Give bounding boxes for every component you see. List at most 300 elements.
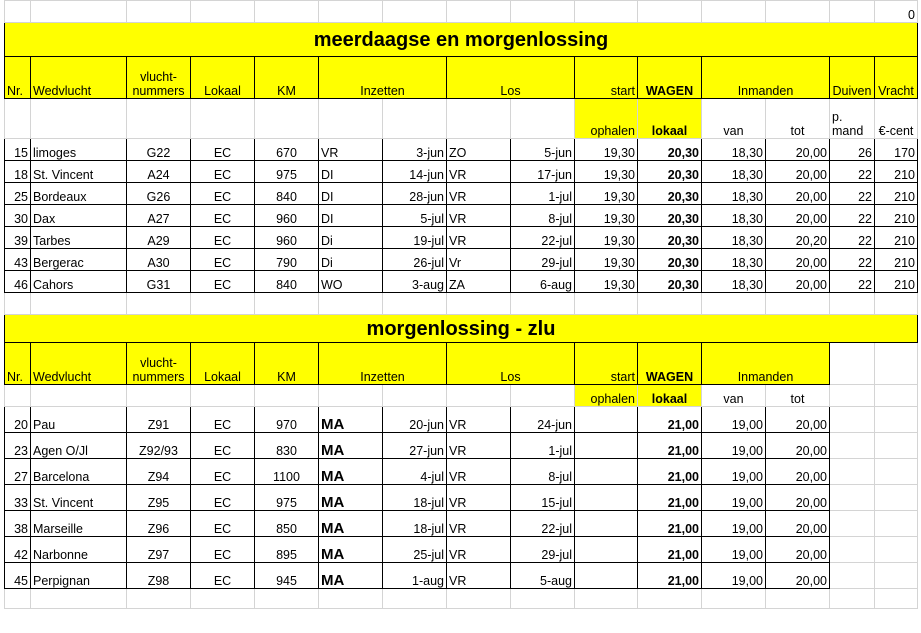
empty-cell[interactable] <box>5 385 31 407</box>
empty-cell[interactable] <box>127 1 191 23</box>
cell-los-dag[interactable]: VR <box>447 563 511 589</box>
cell-wagen[interactable]: 20,30 <box>638 227 702 249</box>
empty-cell[interactable] <box>766 293 830 315</box>
empty-cell[interactable] <box>575 589 638 609</box>
cell-tot[interactable]: 20,00 <box>766 433 830 459</box>
cell-vlucht[interactable]: Z94 <box>127 459 191 485</box>
cell-wedvlucht[interactable]: Dax <box>31 205 127 227</box>
cell-los-datum[interactable]: 29-jul <box>511 537 575 563</box>
header-duiven[interactable]: Duiven <box>830 57 875 99</box>
cell-km[interactable]: 960 <box>255 205 319 227</box>
cell-van[interactable]: 18,30 <box>702 205 766 227</box>
cell-lokaal[interactable]: EC <box>191 227 255 249</box>
cell-los-dag[interactable]: ZO <box>447 139 511 161</box>
subheader-ophalen[interactable]: ophalen <box>575 385 638 407</box>
cell-inzet-dag[interactable]: MA <box>319 433 383 459</box>
cell-duiven[interactable]: 22 <box>830 205 875 227</box>
cell-los-dag[interactable]: VR <box>447 511 511 537</box>
cell-van[interactable]: 19,00 <box>702 511 766 537</box>
empty-cell[interactable] <box>255 1 319 23</box>
empty-cell[interactable] <box>447 99 511 139</box>
subheader-lokaal[interactable]: lokaal <box>638 385 702 407</box>
cell-los-datum[interactable]: 1-jul <box>511 183 575 205</box>
cell-inzet-datum[interactable]: 18-jul <box>383 485 447 511</box>
cell-vracht[interactable]: 210 <box>875 227 918 249</box>
cell-los-dag[interactable]: VR <box>447 459 511 485</box>
subheader-cent[interactable]: €-cent <box>875 99 918 139</box>
cell-los-dag[interactable]: ZA <box>447 271 511 293</box>
cell-los-dag[interactable]: VR <box>447 183 511 205</box>
cell-wagen[interactable]: 21,00 <box>638 563 702 589</box>
cell-vlucht[interactable]: Z97 <box>127 537 191 563</box>
empty-cell[interactable] <box>575 433 638 459</box>
cell-inzet-dag[interactable]: MA <box>319 407 383 433</box>
cell-wagen[interactable]: 20,30 <box>638 161 702 183</box>
cell-wedvlucht[interactable]: Cahors <box>31 271 127 293</box>
subheader-tot[interactable]: tot <box>766 385 830 407</box>
cell-tot[interactable]: 20,00 <box>766 537 830 563</box>
empty-cell[interactable] <box>255 99 319 139</box>
cell-lokaal[interactable]: EC <box>191 433 255 459</box>
cell-km[interactable]: 895 <box>255 537 319 563</box>
cell-wagen[interactable]: 21,00 <box>638 459 702 485</box>
cell-tot[interactable]: 20,00 <box>766 183 830 205</box>
cell-wagen[interactable]: 21,00 <box>638 537 702 563</box>
empty-cell[interactable] <box>875 537 918 563</box>
cell-tot[interactable]: 20,20 <box>766 227 830 249</box>
cell-inzet-dag[interactable]: MA <box>319 537 383 563</box>
cell-nr[interactable]: 20 <box>5 407 31 433</box>
empty-cell[interactable] <box>575 511 638 537</box>
cell-inzet-datum[interactable]: 14-jun <box>383 161 447 183</box>
cell-wedvlucht[interactable]: Narbonne <box>31 537 127 563</box>
empty-cell[interactable] <box>191 589 255 609</box>
header-inmanden[interactable]: Inmanden <box>702 343 830 385</box>
empty-cell[interactable] <box>766 1 830 23</box>
cell-km[interactable]: 850 <box>255 511 319 537</box>
cell-nr[interactable]: 15 <box>5 139 31 161</box>
empty-cell[interactable] <box>383 293 447 315</box>
empty-cell[interactable] <box>319 385 383 407</box>
header-inmanden[interactable]: Inmanden <box>702 57 830 99</box>
cell-lokaal[interactable]: EC <box>191 485 255 511</box>
header-km[interactable]: KM <box>255 57 319 99</box>
empty-cell[interactable] <box>511 385 575 407</box>
cell-wagen[interactable]: 21,00 <box>638 485 702 511</box>
cell-los-datum[interactable]: 6-aug <box>511 271 575 293</box>
cell-nr[interactable]: 30 <box>5 205 31 227</box>
header-nr[interactable]: Nr. <box>5 57 31 99</box>
empty-cell[interactable] <box>638 1 702 23</box>
cell-km[interactable]: 970 <box>255 407 319 433</box>
cell-lokaal[interactable]: EC <box>191 139 255 161</box>
cell-tot[interactable]: 20,00 <box>766 161 830 183</box>
empty-cell[interactable] <box>511 1 575 23</box>
cell-wagen[interactable]: 20,30 <box>638 271 702 293</box>
empty-cell[interactable] <box>319 293 383 315</box>
cell-inzet-datum[interactable]: 1-aug <box>383 563 447 589</box>
cell-inzet-datum[interactable]: 4-jul <box>383 459 447 485</box>
cell-inzet-dag[interactable]: VR <box>319 139 383 161</box>
empty-cell[interactable] <box>191 1 255 23</box>
empty-cell[interactable] <box>255 589 319 609</box>
cell-lokaal[interactable]: EC <box>191 459 255 485</box>
cell-duiven[interactable]: 22 <box>830 183 875 205</box>
subheader-van[interactable]: van <box>702 99 766 139</box>
empty-cell[interactable] <box>575 1 638 23</box>
cell-inzet-dag[interactable]: DI <box>319 161 383 183</box>
cell-vlucht[interactable]: Z96 <box>127 511 191 537</box>
cell-km[interactable]: 670 <box>255 139 319 161</box>
cell-start[interactable]: 19,30 <box>575 183 638 205</box>
cell-vracht[interactable]: 210 <box>875 205 918 227</box>
cell-wedvlucht[interactable]: Barcelona <box>31 459 127 485</box>
cell-lokaal[interactable]: EC <box>191 161 255 183</box>
cell-van[interactable]: 18,30 <box>702 161 766 183</box>
cell-inzet-datum[interactable]: 28-jun <box>383 183 447 205</box>
subheader-lokaal[interactable]: lokaal <box>638 99 702 139</box>
empty-cell[interactable] <box>255 293 319 315</box>
subheader-ophalen[interactable]: ophalen <box>575 99 638 139</box>
empty-cell[interactable] <box>127 385 191 407</box>
header-inzetten[interactable]: Inzetten <box>319 57 447 99</box>
empty-cell[interactable] <box>830 511 875 537</box>
cell-inzet-dag[interactable]: DI <box>319 183 383 205</box>
cell-wagen[interactable]: 20,30 <box>638 183 702 205</box>
cell-inzet-dag[interactable]: Di <box>319 227 383 249</box>
cell-km[interactable]: 945 <box>255 563 319 589</box>
empty-cell[interactable] <box>319 1 383 23</box>
cell-vracht[interactable]: 170 <box>875 139 918 161</box>
cell-tot[interactable]: 20,00 <box>766 485 830 511</box>
section-title[interactable]: meerdaagse en morgenlossing <box>5 23 918 57</box>
cell-inzet-datum[interactable]: 27-jun <box>383 433 447 459</box>
cell-inzet-dag[interactable]: DI <box>319 205 383 227</box>
cell-km[interactable]: 830 <box>255 433 319 459</box>
cell-los-dag[interactable]: VR <box>447 433 511 459</box>
cell-km[interactable]: 840 <box>255 271 319 293</box>
cell-start[interactable]: 19,30 <box>575 227 638 249</box>
cell-inzet-datum[interactable]: 18-jul <box>383 511 447 537</box>
cell-wedvlucht[interactable]: Agen O/Jl <box>31 433 127 459</box>
cell-duiven[interactable]: 22 <box>830 161 875 183</box>
header-wagen[interactable]: WAGEN <box>638 57 702 99</box>
empty-cell[interactable] <box>875 293 918 315</box>
cell-wedvlucht[interactable]: Perpignan <box>31 563 127 589</box>
cell-los-dag[interactable]: VR <box>447 485 511 511</box>
cell-lokaal[interactable]: EC <box>191 511 255 537</box>
cell-start[interactable]: 19,30 <box>575 249 638 271</box>
cell-vlucht[interactable]: Z92/93 <box>127 433 191 459</box>
cell-inzet-datum[interactable]: 19-jul <box>383 227 447 249</box>
cell-los-datum[interactable]: 8-jul <box>511 205 575 227</box>
empty-cell[interactable] <box>31 589 127 609</box>
cell-tot[interactable]: 20,00 <box>766 205 830 227</box>
cell-inzet-dag[interactable]: Di <box>319 249 383 271</box>
header-lokaal[interactable]: Lokaal <box>191 343 255 385</box>
cell-inzet-dag[interactable]: MA <box>319 485 383 511</box>
empty-cell[interactable] <box>5 589 31 609</box>
empty-cell[interactable] <box>127 99 191 139</box>
empty-cell[interactable] <box>447 293 511 315</box>
cell-los-dag[interactable]: VR <box>447 227 511 249</box>
header-wedvlucht[interactable]: Wedvlucht <box>31 343 127 385</box>
empty-cell[interactable] <box>191 385 255 407</box>
cell-wagen[interactable]: 20,30 <box>638 139 702 161</box>
empty-cell[interactable] <box>875 407 918 433</box>
cell-inzet-datum[interactable]: 26-jul <box>383 249 447 271</box>
cell-van[interactable]: 19,00 <box>702 433 766 459</box>
empty-cell[interactable] <box>255 385 319 407</box>
cell-duiven[interactable]: 22 <box>830 249 875 271</box>
cell-nr[interactable]: 23 <box>5 433 31 459</box>
cell-wedvlucht[interactable]: Pau <box>31 407 127 433</box>
cell-duiven[interactable]: 22 <box>830 271 875 293</box>
cell-inzet-dag[interactable]: MA <box>319 511 383 537</box>
cell-los-datum[interactable]: 24-jun <box>511 407 575 433</box>
cell-duiven[interactable]: 22 <box>830 227 875 249</box>
empty-cell[interactable] <box>575 293 638 315</box>
cell-nr[interactable]: 25 <box>5 183 31 205</box>
cell-wedvlucht[interactable]: St. Vincent <box>31 485 127 511</box>
empty-cell[interactable] <box>830 537 875 563</box>
cell-nr[interactable]: 39 <box>5 227 31 249</box>
cell-los-dag[interactable]: VR <box>447 161 511 183</box>
cell-los-dag[interactable]: VR <box>447 407 511 433</box>
section-title[interactable]: morgenlossing - zlu <box>5 315 918 343</box>
cell-vlucht[interactable]: Z95 <box>127 485 191 511</box>
empty-cell[interactable] <box>875 433 918 459</box>
cell-los-datum[interactable]: 8-jul <box>511 459 575 485</box>
cell-tot[interactable]: 20,00 <box>766 563 830 589</box>
cell-tot[interactable]: 20,00 <box>766 511 830 537</box>
cell-vracht[interactable]: 210 <box>875 249 918 271</box>
cell-wagen[interactable]: 20,30 <box>638 249 702 271</box>
empty-cell[interactable] <box>191 99 255 139</box>
cell-wedvlucht[interactable]: St. Vincent <box>31 161 127 183</box>
cell-los-datum[interactable]: 5-aug <box>511 563 575 589</box>
empty-cell[interactable] <box>575 485 638 511</box>
cell-nr[interactable]: 33 <box>5 485 31 511</box>
cell-van[interactable]: 18,30 <box>702 139 766 161</box>
cell-los-dag[interactable]: Vr <box>447 249 511 271</box>
cell-start[interactable]: 19,30 <box>575 161 638 183</box>
cell-nr[interactable]: 43 <box>5 249 31 271</box>
empty-cell[interactable] <box>638 589 702 609</box>
subheader-van[interactable]: van <box>702 385 766 407</box>
cell-van[interactable]: 19,00 <box>702 563 766 589</box>
empty-cell[interactable] <box>127 293 191 315</box>
cell-van[interactable]: 19,00 <box>702 407 766 433</box>
empty-cell[interactable] <box>830 1 875 23</box>
subheader-p-mand[interactable] <box>830 99 875 139</box>
cell-wedvlucht[interactable]: Bergerac <box>31 249 127 271</box>
header-vracht[interactable]: Vracht <box>875 57 918 99</box>
cell-km[interactable]: 975 <box>255 485 319 511</box>
empty-cell[interactable] <box>5 99 31 139</box>
empty-cell[interactable] <box>830 293 875 315</box>
cell-los-datum[interactable]: 15-jul <box>511 485 575 511</box>
empty-cell[interactable] <box>319 99 383 139</box>
cell-van[interactable]: 18,30 <box>702 271 766 293</box>
cell-nr[interactable]: 27 <box>5 459 31 485</box>
empty-cell[interactable] <box>319 589 383 609</box>
empty-cell[interactable] <box>127 589 191 609</box>
cell-wagen[interactable]: 21,00 <box>638 407 702 433</box>
cell-vlucht[interactable]: G26 <box>127 183 191 205</box>
cell-inzet-datum[interactable]: 5-jul <box>383 205 447 227</box>
cell-inzet-datum[interactable]: 3-aug <box>383 271 447 293</box>
cell-vlucht[interactable]: Z98 <box>127 563 191 589</box>
cell-vlucht[interactable]: A30 <box>127 249 191 271</box>
empty-cell[interactable] <box>575 459 638 485</box>
cell-los-datum[interactable]: 22-jul <box>511 511 575 537</box>
cell-wedvlucht[interactable]: Bordeaux <box>31 183 127 205</box>
empty-cell[interactable] <box>830 433 875 459</box>
empty-cell[interactable] <box>511 99 575 139</box>
empty-cell[interactable] <box>830 407 875 433</box>
cell-vracht[interactable]: 210 <box>875 271 918 293</box>
empty-cell[interactable] <box>447 589 511 609</box>
subheader-tot[interactable]: tot <box>766 99 830 139</box>
cell-start[interactable]: 19,30 <box>575 139 638 161</box>
cell-nr[interactable]: 18 <box>5 161 31 183</box>
cell-inzet-dag[interactable]: MA <box>319 459 383 485</box>
header-wagen[interactable]: WAGEN <box>638 343 702 385</box>
empty-cell[interactable] <box>383 1 447 23</box>
cell-km[interactable]: 960 <box>255 227 319 249</box>
empty-cell[interactable] <box>875 563 918 589</box>
cell-inzet-datum[interactable]: 3-jun <box>383 139 447 161</box>
cell-los-datum[interactable]: 17-jun <box>511 161 575 183</box>
empty-cell[interactable] <box>830 385 875 407</box>
cell-lokaal[interactable]: EC <box>191 271 255 293</box>
empty-cell[interactable] <box>702 1 766 23</box>
header-los[interactable]: Los <box>447 343 575 385</box>
empty-cell[interactable] <box>31 385 127 407</box>
empty-cell[interactable] <box>511 293 575 315</box>
cell-tot[interactable]: 20,00 <box>766 139 830 161</box>
empty-cell[interactable] <box>575 563 638 589</box>
cell-wedvlucht[interactable]: Marseille <box>31 511 127 537</box>
empty-cell[interactable] <box>875 589 918 609</box>
cell-lokaal[interactable]: EC <box>191 183 255 205</box>
cell-nr[interactable]: 46 <box>5 271 31 293</box>
empty-cell[interactable] <box>575 407 638 433</box>
header-lokaal[interactable]: Lokaal <box>191 57 255 99</box>
cell-los-datum[interactable]: 1-jul <box>511 433 575 459</box>
header-nr[interactable]: Nr. <box>5 343 31 385</box>
cell-los-datum[interactable]: 22-jul <box>511 227 575 249</box>
empty-cell[interactable] <box>383 99 447 139</box>
empty-cell[interactable] <box>638 293 702 315</box>
cell-van[interactable]: 18,30 <box>702 249 766 271</box>
cell-lokaal[interactable]: EC <box>191 537 255 563</box>
cell-lokaal[interactable]: EC <box>191 249 255 271</box>
header-inzetten[interactable]: Inzetten <box>319 343 447 385</box>
header-start[interactable]: start <box>575 57 638 99</box>
empty-cell[interactable] <box>31 293 127 315</box>
empty-cell[interactable] <box>766 589 830 609</box>
empty-cell[interactable] <box>875 485 918 511</box>
cell-tot[interactable]: 20,00 <box>766 271 830 293</box>
cell-wedvlucht[interactable]: limoges <box>31 139 127 161</box>
cell-nr[interactable]: 45 <box>5 563 31 589</box>
cell-los-dag[interactable]: VR <box>447 537 511 563</box>
cell-start[interactable]: 19,30 <box>575 271 638 293</box>
header-km[interactable]: KM <box>255 343 319 385</box>
cell-los-datum[interactable]: 29-jul <box>511 249 575 271</box>
empty-cell[interactable] <box>830 343 875 385</box>
cell-wagen[interactable]: 21,00 <box>638 433 702 459</box>
cell-van[interactable]: 18,30 <box>702 227 766 249</box>
cell-lokaal[interactable]: EC <box>191 563 255 589</box>
cell-duiven[interactable]: 26 <box>830 139 875 161</box>
empty-cell[interactable] <box>830 589 875 609</box>
empty-cell[interactable] <box>31 99 127 139</box>
empty-cell[interactable] <box>702 293 766 315</box>
cell-lokaal[interactable]: EC <box>191 407 255 433</box>
empty-cell[interactable] <box>447 385 511 407</box>
corner-value-cell[interactable]: 0 <box>875 1 918 23</box>
empty-cell[interactable] <box>5 293 31 315</box>
cell-van[interactable]: 19,00 <box>702 537 766 563</box>
cell-km[interactable]: 975 <box>255 161 319 183</box>
empty-cell[interactable] <box>702 589 766 609</box>
empty-cell[interactable] <box>830 459 875 485</box>
cell-wagen[interactable]: 21,00 <box>638 511 702 537</box>
empty-cell[interactable] <box>875 343 918 385</box>
empty-cell[interactable] <box>830 485 875 511</box>
cell-van[interactable]: 19,00 <box>702 459 766 485</box>
empty-cell[interactable] <box>875 459 918 485</box>
cell-wagen[interactable]: 20,30 <box>638 205 702 227</box>
empty-cell[interactable] <box>383 385 447 407</box>
empty-cell[interactable] <box>875 385 918 407</box>
empty-cell[interactable] <box>575 537 638 563</box>
cell-km[interactable]: 1100 <box>255 459 319 485</box>
cell-nr[interactable]: 38 <box>5 511 31 537</box>
cell-tot[interactable]: 20,00 <box>766 249 830 271</box>
cell-inzet-dag[interactable]: MA <box>319 563 383 589</box>
empty-cell[interactable] <box>31 1 127 23</box>
cell-van[interactable]: 19,00 <box>702 485 766 511</box>
cell-km[interactable]: 840 <box>255 183 319 205</box>
cell-start[interactable]: 19,30 <box>575 205 638 227</box>
cell-vlucht[interactable]: Z91 <box>127 407 191 433</box>
empty-cell[interactable] <box>875 511 918 537</box>
cell-wedvlucht[interactable]: Tarbes <box>31 227 127 249</box>
cell-vlucht[interactable]: G31 <box>127 271 191 293</box>
cell-lokaal[interactable]: EC <box>191 205 255 227</box>
cell-inzet-dag[interactable]: WO <box>319 271 383 293</box>
cell-vlucht[interactable]: G22 <box>127 139 191 161</box>
cell-tot[interactable]: 20,00 <box>766 459 830 485</box>
cell-inzet-datum[interactable]: 25-jul <box>383 537 447 563</box>
empty-cell[interactable] <box>447 1 511 23</box>
cell-vlucht[interactable]: A24 <box>127 161 191 183</box>
cell-tot[interactable]: 20,00 <box>766 407 830 433</box>
cell-vracht[interactable]: 210 <box>875 161 918 183</box>
cell-vracht[interactable]: 210 <box>875 183 918 205</box>
header-los[interactable]: Los <box>447 57 575 99</box>
empty-cell[interactable] <box>830 563 875 589</box>
empty-cell[interactable] <box>5 1 31 23</box>
header-start[interactable]: start <box>575 343 638 385</box>
cell-los-dag[interactable]: VR <box>447 205 511 227</box>
cell-van[interactable]: 18,30 <box>702 183 766 205</box>
empty-cell[interactable] <box>191 293 255 315</box>
